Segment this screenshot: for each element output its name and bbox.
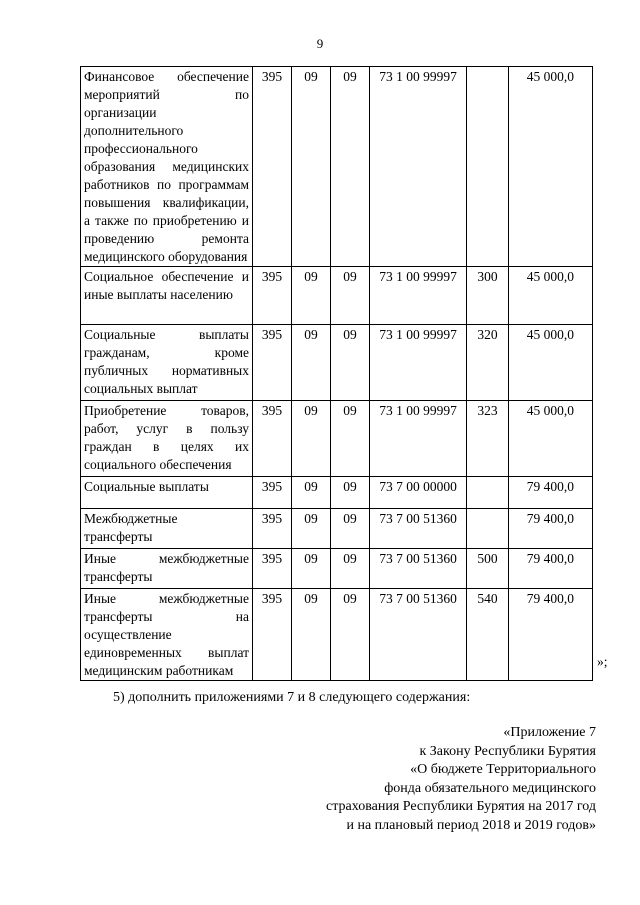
row-rz: 09 xyxy=(292,67,331,267)
row-name: Социальные выплаты xyxy=(81,477,253,509)
table-row xyxy=(81,589,593,681)
table-row xyxy=(81,477,593,509)
appendix-heading-line: и на плановый период 2018 и 2019 годов» xyxy=(346,817,596,833)
row-vr xyxy=(467,67,509,267)
table-row xyxy=(81,325,593,401)
row-csr: 73 1 00 99997 xyxy=(370,267,467,325)
row-gr: 395 xyxy=(253,509,292,549)
row-vr: 323 xyxy=(467,401,509,477)
row-sum: 79 400,0 xyxy=(509,589,593,681)
row-rz: 09 xyxy=(292,549,331,589)
row-vr: 500 xyxy=(467,549,509,589)
row-vr xyxy=(467,477,509,509)
appendix-heading-line: фонда обязательного медицинского xyxy=(384,780,596,796)
row-name: Финансовое обеспечение мероприятий по организации дополнительного профессионального образования медицинских работников по программам повышения квалификации, а также по приобретению и проведению ремонта медицинского оборудования xyxy=(81,67,253,267)
row-csr: 73 1 00 99997 xyxy=(370,67,467,267)
row-gr: 395 xyxy=(253,589,292,681)
row-name: Иные межбюджетные трансферты xyxy=(81,549,253,589)
row-pr: 09 xyxy=(331,267,370,325)
closing-quote-mark: »; xyxy=(597,654,608,669)
row-pr: 09 xyxy=(331,509,370,549)
row-pr: 09 xyxy=(331,67,370,267)
appendix-heading-line: страхования Республики Бурятия на 2017 год xyxy=(326,799,596,814)
row-rz: 09 xyxy=(292,325,331,401)
row-sum: 79 400,0 xyxy=(509,509,593,549)
appendix-heading-line: «Приложение 7 xyxy=(503,725,596,740)
table-row xyxy=(81,509,593,549)
row-name: Социальные выплаты гражданам, кроме публичных нормативных социальных выплат xyxy=(81,325,253,401)
row-gr: 395 xyxy=(253,67,292,267)
budget-table xyxy=(80,66,593,681)
appendix-heading xyxy=(326,724,596,835)
row-pr: 09 xyxy=(331,401,370,477)
row-csr: 73 7 00 51360 xyxy=(370,509,467,549)
row-vr: 540 xyxy=(467,589,509,681)
row-sum: 45 000,0 xyxy=(509,325,593,401)
row-gr: 395 xyxy=(253,401,292,477)
row-gr: 395 xyxy=(253,267,292,325)
row-vr xyxy=(467,509,509,549)
row-pr: 09 xyxy=(331,549,370,589)
row-csr: 73 1 00 99997 xyxy=(370,401,467,477)
table-row xyxy=(81,267,593,325)
row-sum: 45 000,0 xyxy=(509,401,593,477)
row-csr: 73 1 00 99997 xyxy=(370,325,467,401)
row-sum: 79 400,0 xyxy=(509,549,593,589)
row-gr: 395 xyxy=(253,549,292,589)
row-rz: 09 xyxy=(292,509,331,549)
row-name: Приобретение товаров, работ, услуг в пользу граждан в целях их социального обеспечения xyxy=(81,401,253,477)
row-rz: 09 xyxy=(292,477,331,509)
row-pr: 09 xyxy=(331,589,370,681)
page-number: 9 xyxy=(316,36,324,51)
row-name: Иные межбюджетные трансферты на осуществление единовременных выплат медицинским работникам xyxy=(81,589,253,681)
row-name: Межбюджетные трансферты xyxy=(81,509,253,549)
row-gr: 395 xyxy=(253,477,292,509)
row-csr: 73 7 00 51360 xyxy=(370,589,467,681)
row-csr: 73 7 00 00000 xyxy=(370,477,467,509)
row-rz: 09 xyxy=(292,267,331,325)
row-rz: 09 xyxy=(292,589,331,681)
amendment-paragraph: 5) дополнить приложениями 7 и 8 следующего содержания: xyxy=(113,690,471,705)
appendix-heading-line: «О бюджете Территориального xyxy=(410,762,596,777)
row-gr: 395 xyxy=(253,325,292,401)
row-sum: 45 000,0 xyxy=(509,67,593,267)
table-row xyxy=(81,67,593,267)
table-row xyxy=(81,401,593,477)
row-vr: 300 xyxy=(467,267,509,325)
row-rz: 09 xyxy=(292,401,331,477)
row-pr: 09 xyxy=(331,325,370,401)
row-sum: 45 000,0 xyxy=(509,267,593,325)
row-pr: 09 xyxy=(331,477,370,509)
row-csr: 73 7 00 51360 xyxy=(370,549,467,589)
appendix-heading-line: к Закону Республики Бурятия xyxy=(419,743,596,759)
row-sum: 79 400,0 xyxy=(509,477,593,509)
row-vr: 320 xyxy=(467,325,509,401)
row-name: Социальное обеспечение и иные выплаты населению xyxy=(81,267,253,325)
table-row xyxy=(81,549,593,589)
